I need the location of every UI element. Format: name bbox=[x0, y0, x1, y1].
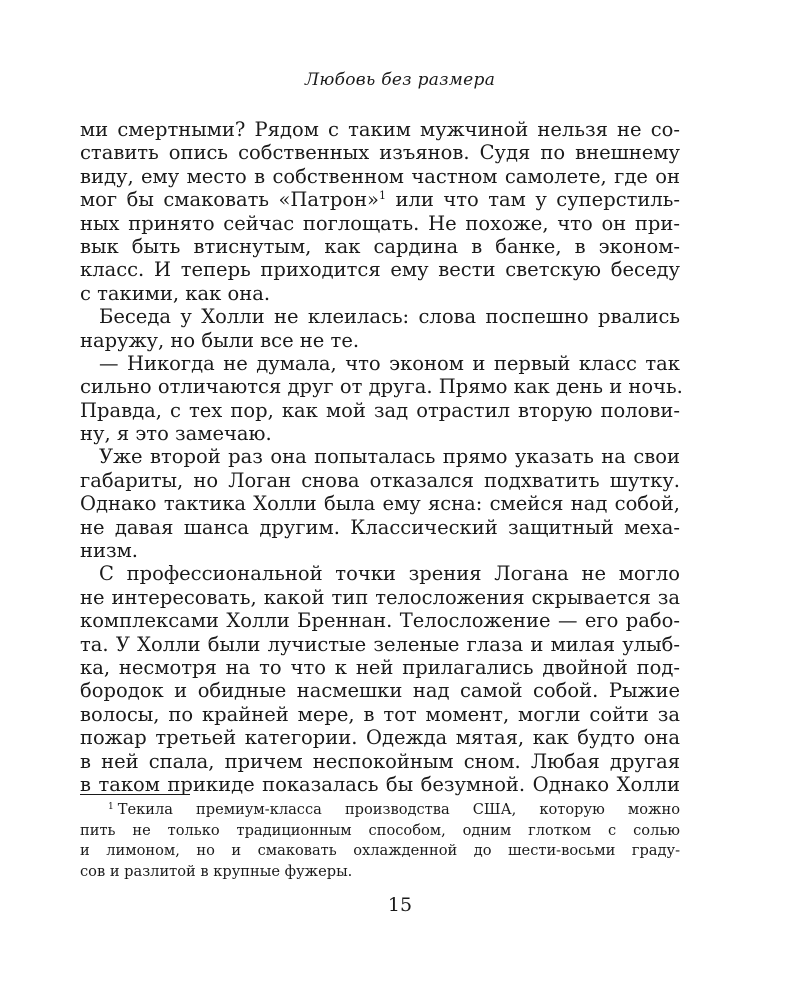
text-line: Беседа у Холли не клеилась: слова поспешно рвались bbox=[99, 305, 680, 329]
running-header: Любовь без размера bbox=[304, 70, 496, 90]
body-text bbox=[80, 118, 683, 796]
text-line: ных принято сейчас поглощать. Не похоже, что он при- bbox=[80, 211, 680, 235]
text-line: пожар третьей категории. Одежда мятая, как будто она bbox=[80, 726, 680, 750]
text-line: комплексами Холли Бреннан. Телосложение — его рабо- bbox=[80, 609, 680, 633]
text-line: ставить опись собственных изъянов. Судя по внешнему bbox=[80, 141, 680, 165]
footnote-line bbox=[80, 800, 680, 821]
text-line: наружу, но были все не те. bbox=[80, 328, 360, 352]
footnote-reference[interactable]: 1 bbox=[379, 189, 386, 203]
text-line: низм. bbox=[80, 539, 138, 563]
text-line: в таком прикиде показалась бы безумной. Однако Холли bbox=[80, 772, 680, 796]
footnote-line: пить не только традиционным способом, одним глотком с солью bbox=[80, 821, 680, 839]
text-line: сильно отличаются друг от друга. Прямо как день и ночь. bbox=[80, 375, 683, 399]
footnote-divider bbox=[80, 794, 190, 795]
text-line: не интересовать, какой тип телосложения скрывается за bbox=[80, 585, 680, 609]
text-line: класс. И теперь приходится ему вести светскую беседу bbox=[80, 258, 680, 282]
text-line: волосы, по крайней мере, в тот момент, могли сойти за bbox=[80, 702, 680, 726]
text-line: Однако тактика Холли была ему ясна: смейся над собой, bbox=[80, 492, 680, 516]
text-line: та. У Холли были лучистые зеленые глаза и милая улыб- bbox=[80, 632, 680, 656]
text-segment: или что там у суперстиль- bbox=[386, 188, 680, 212]
footnote-marker: 1 bbox=[108, 802, 114, 812]
footnote bbox=[80, 800, 680, 882]
footnote-text: Текила премиум-класса производства США, которую можно bbox=[117, 801, 680, 818]
text-segment: мог бы смаковать «Патрон» bbox=[80, 188, 379, 212]
text-line: габариты, но Логан снова отказался подхватить шутку. bbox=[80, 468, 680, 492]
text-line: ну, я это замечаю. bbox=[80, 422, 272, 446]
text-line: Правда, с тех пор, как мой зад отрастил вторую полови- bbox=[80, 398, 680, 422]
text-line: С профессиональной точки зрения Логана не могло bbox=[99, 562, 680, 586]
text-line: вык быть втиснутым, как сардина в банке, в эконом- bbox=[80, 234, 680, 258]
text-line: не давая шанса другим. Классический защитный меха- bbox=[80, 515, 680, 539]
footnote-line: и лимоном, но и смаковать охлажденной до шести-восьми граду- bbox=[80, 842, 680, 859]
text-line: бородок и обидные насмешки над самой собой. Рыжие bbox=[80, 679, 680, 703]
text-line: ми смертными? Рядом с таким мужчиной нельзя не со- bbox=[80, 118, 680, 141]
text-line: — Никогда не думала, что эконом и первый класс так bbox=[99, 351, 680, 375]
text-line-with-footnote bbox=[80, 188, 680, 211]
text-line: с такими, как она. bbox=[80, 281, 271, 305]
text-line: виду, ему место в собственном частном самолете, где он bbox=[80, 164, 680, 188]
page-number: 15 bbox=[387, 894, 413, 916]
text-line: в ней спала, причем неспокойным сном. Любая другая bbox=[80, 749, 680, 773]
text-line: ка, несмотря на то что к ней прилагались двойной под- bbox=[80, 655, 680, 679]
text-line: Уже второй раз она попыталась прямо указать на свои bbox=[99, 445, 680, 469]
footnote-line: сов и разлитой в крупные фужеры. bbox=[80, 862, 353, 880]
